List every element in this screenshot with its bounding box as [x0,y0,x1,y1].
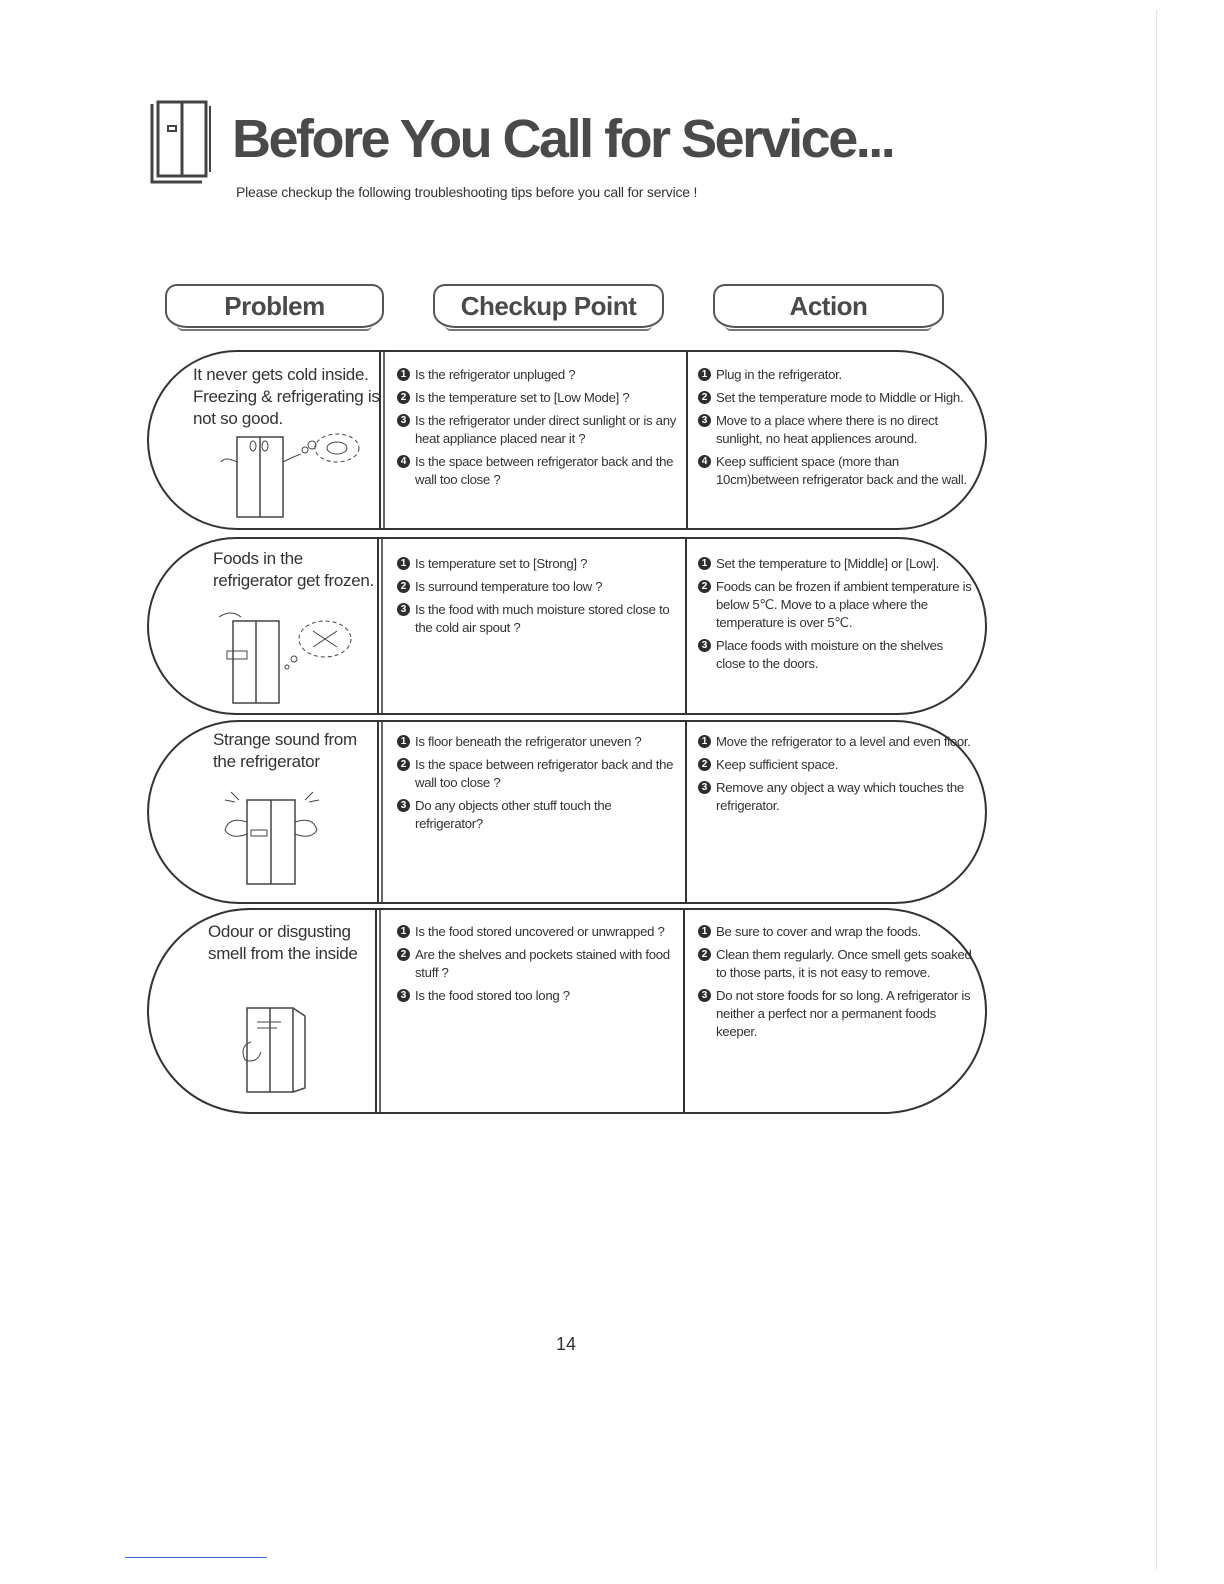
action-item: 3 Move to a place where there is no direct sunlight, no heat appliences around. [698,412,973,448]
checkup-item: 3 Is the refrigerator under direct sunlight or is any heat appliance placed near it ? [397,412,682,448]
action-item: 1 Set the temperature to [Middle] or [Low]. [698,555,973,573]
number-badge-icon: 3 [397,603,410,616]
problem-line: Odour or disgusting [208,922,351,941]
problem-line: not so good. [193,409,283,428]
action-item: 1 Move the refrigerator to a level and even floor. [698,733,973,751]
problem-line: refrigerator get frozen. [213,571,374,590]
action-item: 2 Clean them regularly. Once smell gets soaked to those parts, it is not easy to remove. [698,946,973,982]
hot-refrigerator-cartoon-icon [217,432,367,522]
problem-line: It never gets cold inside. [193,365,369,384]
checkup-item: 1 Is the refrigerator unpluged ? [397,366,682,384]
problem-line: the refrigerator [213,752,320,771]
number-badge-icon: 4 [397,455,410,468]
problem-line: Strange sound from [213,730,357,749]
page-title: Before You Call for Service... [232,109,894,169]
checkup-item: 4 Is the space between refrigerator back and the wall too close ? [397,453,682,489]
checkup-item: 2 Are the shelves and pockets stained with food stuff ? [397,946,682,982]
number-badge-icon: 3 [698,989,711,1002]
action-item: 3 Do not store foods for so long. A refrigerator is neither a perfect nor a permanent foods keeper. [698,987,973,1041]
troubleshooting-row [147,720,987,904]
number-badge-icon: 2 [397,758,410,771]
number-badge-icon: 1 [397,735,410,748]
action-item: 4 Keep sufficient space (more than 10cm)between refrigerator back and the wall. [698,453,973,489]
number-badge-icon: 3 [397,799,410,812]
number-badge-icon: 1 [397,925,410,938]
action-item: 1 Be sure to cover and wrap the foods. [698,923,973,941]
number-badge-icon: 1 [698,557,711,570]
troubleshooting-row [147,537,987,715]
noisy-refrigerator-cartoon-icon [217,786,337,886]
number-badge-icon: 2 [698,948,711,961]
checkup-item: 3 Do any objects other stuff touch the refrigerator? [397,797,682,833]
checkup-item: 2 Is the temperature set to [Low Mode] ? [397,389,682,407]
action-item: 1 Plug in the refrigerator. [698,366,973,384]
troubleshooting-row [147,350,987,530]
action-item: 2 Foods can be frozen if ambient temperature is below 5℃. Move to a place where the temperature is over 5℃. [698,578,973,632]
action-item: 2 Keep sufficient space. [698,756,973,774]
action-item: 3 Place foods with moisture on the shelves close to the doors. [698,637,973,673]
refrigerator-icon [144,98,214,190]
number-badge-icon: 4 [698,455,711,468]
number-badge-icon: 2 [698,580,711,593]
problem-line: smell from the inside [208,944,358,963]
checkup-item: 2 Is the space between refrigerator back and the wall too close ? [397,756,682,792]
number-badge-icon: 2 [397,948,410,961]
column-header-action: Action [713,284,944,328]
column-header-checkup-point: Checkup Point [433,284,664,328]
column-header-problem: Problem [165,284,384,328]
number-badge-icon: 1 [397,368,410,381]
number-badge-icon: 2 [698,391,711,404]
number-badge-icon: 3 [698,781,711,794]
number-badge-icon: 1 [698,735,711,748]
number-badge-icon: 2 [698,758,711,771]
frozen-refrigerator-cartoon-icon [217,611,367,707]
smelly-refrigerator-cartoon-icon [237,1002,317,1098]
problem-line: Freezing & refrigerating is [193,387,380,406]
checkup-item: 3 Is the food with much moisture stored close to the cold air spout ? [397,601,682,637]
footer-underline [125,1557,267,1558]
number-badge-icon: 3 [698,414,711,427]
number-badge-icon: 1 [698,368,711,381]
troubleshooting-row [147,908,987,1114]
checkup-item: 1 Is floor beneath the refrigerator uneven ? [397,733,682,751]
checkup-item: 1 Is temperature set to [Strong] ? [397,555,682,573]
page-subtitle: Please checkup the following troubleshooting tips before you call for service ! [236,184,698,200]
number-badge-icon: 3 [397,414,410,427]
page-edge-line [1156,10,1157,1570]
number-badge-icon: 1 [397,557,410,570]
action-item: 2 Set the temperature mode to Middle or High. [698,389,973,407]
number-badge-icon: 2 [397,391,410,404]
number-badge-icon: 1 [698,925,711,938]
checkup-item: 1 Is the food stored uncovered or unwrapped ? [397,923,682,941]
checkup-item: 2 Is surround temperature too low ? [397,578,682,596]
number-badge-icon: 3 [397,989,410,1002]
number-badge-icon: 2 [397,580,410,593]
page-number: 14 [555,1334,577,1354]
action-item: 3 Remove any object a way which touches the refrigerator. [698,779,973,815]
number-badge-icon: 3 [698,639,711,652]
checkup-item: 3 Is the food stored too long ? [397,987,682,1005]
problem-line: Foods in the [213,549,303,568]
